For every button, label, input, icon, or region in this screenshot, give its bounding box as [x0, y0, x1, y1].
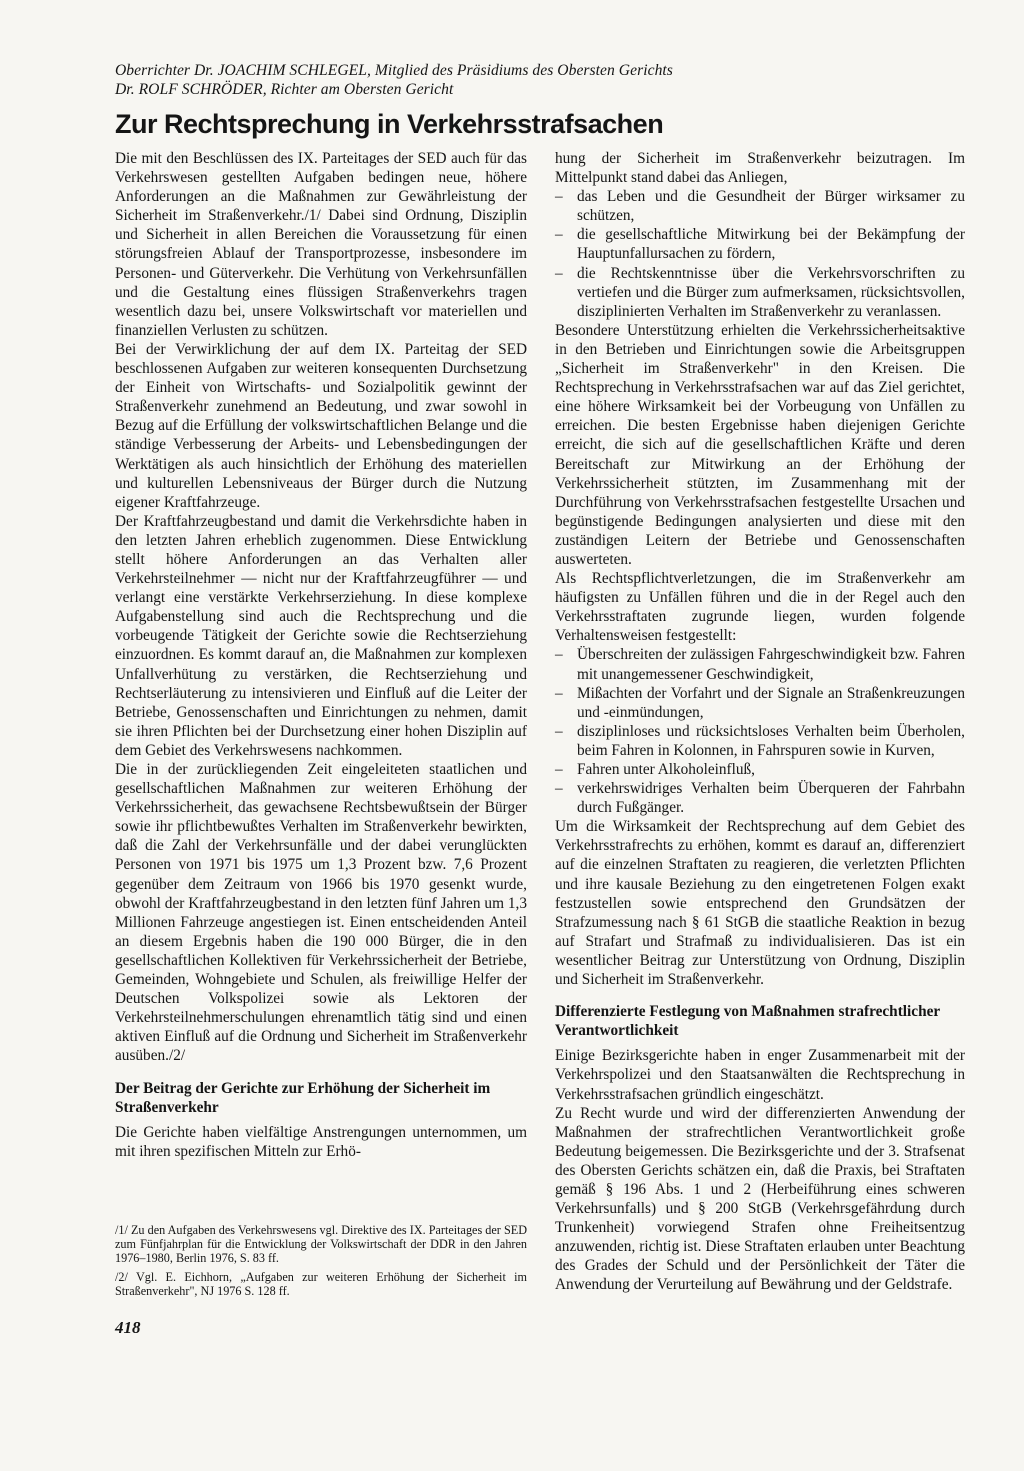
list-item: – Überschreiten der zulässigen Fahrgeschwindigkeit bzw. Fahren mit unangemessener Geschwindigkeit,: [555, 646, 965, 683]
paragraph: Die in der zurückliegenden Zeit eingeleiteten staatlichen und gesellschaftlichen Maßnahmen zur weiteren Erhöhung der Verkehrssicherheit, das gewachsene Rechtsbewußtsein der Bürger sowie ihr pflichtbewußtes Verhalten im Straßenverkehr bewirkten, daß die Zahl der Verkehrsunfälle und der dabei verunglückten Personen von 1971 bis 1975 um 1,3 Prozent bzw. 7,6 Prozent gegenüber dem Zeitraum von 1966 bis 1970 gesenkt wurde, obwohl der Kraftfahrzeugbestand in den letzten fünf Jahren um 1,3 Millionen Fahrzeuge angestiegen ist. Einen entscheidenden Anteil an diesem Ergebnis haben die 190 000 Bürger, die in den gesellschaftlichen Kollektiven für Verkehrssicherheit der Betriebe, Gemeinden, Wohngebiete und Schulen, als freiwillige Helfer der Deutschen Volkspolizei sowie als Lektoren der Verkehrsteilnehmerschulungen ehrenamtlich tätig sind und einen aktiven Einfluß auf die Ordnung und Sicherheit im Straßenverkehr ausüben./2/: [115, 761, 527, 1065]
author-line-1: Oberrichter Dr. JOACHIM SCHLEGEL, Mitglied des Präsidiums des Obersten Gerichts: [115, 62, 673, 79]
footnote-2: /2/ Vgl. E. Eichhorn, „Aufgaben zur weiteren Erhöhung der Sicherheit im Straßenverkehr", NJ 1976 S. 128 ff.: [115, 1270, 527, 1298]
dash-bullet: –: [555, 684, 563, 702]
paragraph: Die Gerichte haben vielfältige Anstrengungen unternommen, um mit ihren spezifischen Mitteln zur Erhö-: [115, 1123, 527, 1160]
paragraph: Die mit den Beschlüssen des IX. Parteitages der SED auch für das Verkehrswesen gestellten Aufgaben bedingen neue, höhere Anforderungen an die Maßnahmen zur Gewährleistung der Sicherheit im Straßenverkehr./1/ Dabei sind Ordnung, Disziplin und Sicherheit in allen Bereichen die Voraussetzung für einen störungsfreien Ablauf der Transportprozesse, insbesondere im Personen- und Güterverkehr. Die Verhütung von Verkehrsunfällen und die Gestaltung eines flüssigen Straßenverkehrs tragen wesentlich dazu bei, unsere Volkswirtschaft vor materiellen und finanziellen Verlusten zu schützen.: [115, 150, 527, 339]
dash-bullet: –: [555, 780, 563, 798]
author-credits: [115, 61, 975, 99]
paragraph: Als Rechtspflichtverletzungen, die im Straßenverkehr am häufigsten zu Unfällen führen und die in der Regel auch den Verkehrsstraftaten zugrunde liegen, wurden folgende Verhaltensweisen festgestellt:: [555, 570, 965, 645]
paragraph: Bei der Verwirklichung der auf dem IX. Parteitag der SED beschlossenen Aufgaben zur weiteren konsequenten Durchsetzung der Einheit von Wirtschafts- und Sozialpolitik gewinnt der Straßenverkehr zunehmend an Bedeutung, und zwar sowohl in Bezug auf die Erfüllung der volkswirtschaftlichen Belange und die ständige Verbesserung der Arbeits- und Lebensbedingungen der Werktätigen als auch hinsichtlich der Erhöhung des materiellen und kulturellen Lebensniveaus der Bürger durch die Nutzung eigener Kraftfahrzeuge.: [115, 340, 527, 511]
page-number: 418: [115, 1318, 141, 1337]
list-item: – die gesellschaftliche Mitwirkung bei der Bekämpfung der Hauptunfallursachen zu fördern,: [555, 226, 965, 263]
dash-bullet: –: [555, 761, 563, 778]
section-heading: Der Beitrag der Gerichte zur Erhöhung der Sicherheit im Straßenverkehr: [115, 1079, 491, 1116]
list-item: – die Rechtskenntnisse über die Verkehrsvorschriften zu vertiefen und die Bürger zum aufmerksamen, rücksichtsvollen, disziplinierten Verhalten im Straßenverkehr zu veranlassen.: [555, 264, 965, 320]
paragraph: Besondere Unterstützung erhielten die Verkehrssicherheitsaktive in den Betrieben und Einrichtungen sowie die Arbeitsgruppen „Sicherheit im Straßenverkehr" in den Kreisen. Die Rechtsprechung in Verkehrsstrafsachen war auf das Ziel gerichtet, eine höhere Wirksamkeit bei der Vorbeugung von Unfällen zu erreichen. Die besten Ergebnisse haben diejenigen Gerichte erreicht, die sich auf die gesellschaftlichen Kräfte und deren Bereitschaft zur Mitwirkung an der Erhöhung der Verkehrssicherheit stützten, im Zusammenhang mit der Durchführung von Verkehrsstrafsachen festgestellte Ursachen und begünstigende Bedingungen analysierten und diese mit den zuständigen Leitern der Betriebe und Genossenschaften auswerteten.: [555, 321, 965, 568]
list-item: – disziplinloses und rücksichtsloses Verhalten beim Überholen, beim Fahren in Kolonnen, in Fahrspuren sowie in Kurven,: [555, 722, 965, 759]
dash-bullet: –: [555, 646, 563, 664]
dash-bullet: –: [555, 188, 563, 206]
paragraph: Um die Wirksamkeit der Rechtsprechung auf dem Gebiet des Verkehrsstrafrechts zu erhöhen, kommt es darauf an, differenziert auf die einzelnen Straftaten zu reagieren, die verletzten Pflichten und ihre kausale Beziehung zu den eingetretenen Folgen exakt festzustellen sowie entsprechend den Grundsätzen der Strafzumessung nach § 61 StGB die staatliche Reaktion in bezug auf Strafart und Strafmaß zu individualisieren. Das ist ein wesentlicher Beitrag zur Unterstützung von Ordnung, Disziplin und Sicherheit im Straßenverkehr.: [555, 818, 965, 989]
author-line-2: Dr. ROLF SCHRÖDER, Richter am Obersten Gericht: [115, 81, 454, 98]
dash-bullet: –: [555, 722, 563, 740]
footnote-1: /1/ Zu den Aufgaben des Verkehrswesens vgl. Direktive des IX. Parteitages der SED zum Fünfjahrplan für die Entwicklung der Volkswirtschaft der DDR in den Jahren 1976–1980, Berlin 1976, S. 83 ff.: [115, 1223, 527, 1265]
goals-list: [555, 187, 965, 321]
dash-bullet: –: [555, 264, 563, 282]
paragraph: Der Kraftfahrzeugbestand und damit die Verkehrsdichte haben in den letzten Jahren erheblich zugenommen. Diese Entwicklung stellt höhere Anforderungen an das Verhalten aller Verkehrsteilnehmer — nicht nur der Kraftfahrzeugführer — und verlangt eine verstärkte Verkehrserziehung. In diese komplexe Aufgabenstellung sind auch die Rechtsprechung und die vorbeugende Tätigkeit der Gerichte sowie die Rechtserziehung einzuordnen. Es kommt darauf an, die Maßnahmen zur komplexen Unfallverhütung zu verstärken, die Rechtserziehung und Rechtserläuterung zu intensivieren und Einfluß auf die Leiter der Betriebe, Genossenschaften und Einrichtungen zu nehmen, damit sie ihren Pflichten bei der Durchsetzung einer hohen Disziplin auf dem Gebiet des Verkehrswesens nachkommen.: [115, 512, 527, 759]
footnotes: [115, 1223, 527, 1303]
right-column: [555, 149, 965, 1295]
violations-list: [555, 645, 965, 817]
list-item: – Fahren unter Alkoholeinfluß,: [555, 761, 756, 778]
list-item: – das Leben und die Gesundheit der Bürger wirksamer zu schützen,: [555, 188, 965, 225]
list-item: – Mißachten der Vorfahrt und der Signale an Straßenkreuzungen und -einmündungen,: [555, 684, 965, 721]
left-column: [115, 149, 527, 1161]
section-heading: Differenzierte Festlegung von Maßnahmen strafrechtlicher Verantwortlichkeit: [555, 1003, 940, 1040]
paragraph: hung der Sicherheit im Straßenverkehr beizutragen. Im Mittelpunkt stand dabei das Anliegen,: [555, 150, 965, 187]
dash-bullet: –: [555, 226, 563, 244]
paragraph: Einige Bezirksgerichte haben in enger Zusammenarbeit mit der Verkehrspolizei und den Staatsanwälten die Rechtsprechung in Verkehrsstrafsachen gründlich eingeschätzt.: [555, 1047, 965, 1103]
article-title: Zur Rechtsprechung in Verkehrsstrafsachen: [115, 109, 664, 139]
paragraph: Zu Recht wurde und wird der differenzierten Anwendung der Maßnahmen der strafrechtlichen Verantwortlichkeit große Bedeutung beigemessen. Die Bezirksgerichte und der 3. Strafsenat des Obersten Gerichts schätzen ein, daß die Praxis, bei Straftaten gemäß § 196 Abs. 1 und 2 (Herbeiführung eines schweren Verkehrsunfalls) und § 200 StGB (Verkehrsgefährdung durch Trunkenheit) vorwiegend Strafen ohne Freiheitsentzug anzuwenden, richtig ist. Diese Straftaten erlauben unter Beachtung des Grades der Schuld und der Persönlichkeit der Täter die Anwendung der Verurteilung auf Bewährung und der Geldstrafe.: [555, 1104, 965, 1294]
list-item: – verkehrswidriges Verhalten beim Überqueren der Fahrbahn durch Fußgänger.: [555, 780, 965, 817]
